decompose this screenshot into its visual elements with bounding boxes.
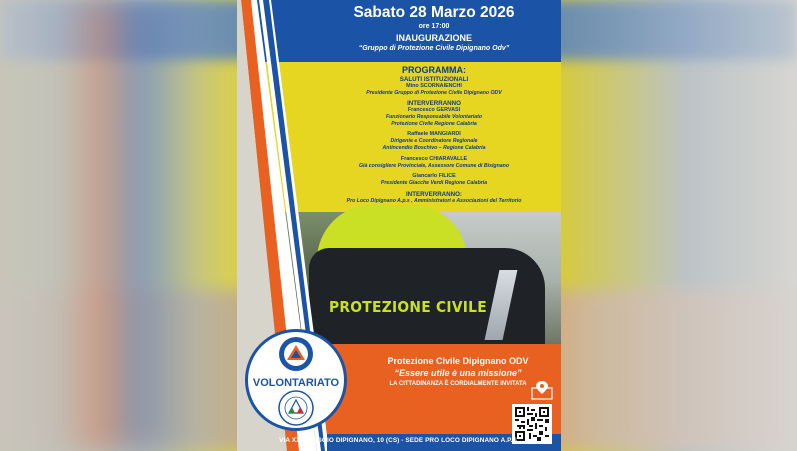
protezione-civile-logo: [278, 336, 314, 372]
speaker-name: Francesco GERVASI: [407, 107, 461, 113]
backdrop-stripes-blur: [60, 0, 200, 451]
speaker-name: Giancarlo FILICE: [412, 173, 456, 179]
speaker-name: Raffaele MANGIARDI: [407, 131, 461, 137]
speaker-role: Dirigente e Coordinatore Regionale: [390, 138, 478, 144]
invitation: LA CITTADINANZA È CORDIALMENTE INVITATA: [389, 381, 527, 387]
speaker-name: Mino SCORNAIENCHI: [406, 83, 462, 89]
volunteer-badge: [245, 329, 347, 431]
badge-label: VOLONTARIATO: [252, 377, 340, 389]
motto: “Essere utile è una missione”: [394, 368, 522, 378]
speaker-role: Già consigliere Provinciale, Assessore Comune di Bisignano: [358, 163, 509, 169]
event-time: ore 17:00: [418, 23, 450, 30]
section-heading: SALUTI ISTITUZIONALI: [399, 76, 469, 83]
section-heading: INTERVERRANNO:: [406, 191, 462, 198]
programme-heading: PROGRAMMA:: [402, 65, 466, 75]
programme-section: [307, 76, 561, 97]
speaker-role: Presidente Gruppo di Protezione Civile Dipignano ODV: [366, 90, 502, 96]
speaker-role: Pro Loco Dipignano A.p.s , Amministratori e Associazioni del Territorio: [346, 198, 522, 204]
speaker-role: Protezione Civile Regione Calabria: [391, 121, 477, 127]
programme-section: [307, 156, 561, 170]
speaker-name: Francesco CHIARAVALLE: [400, 156, 468, 162]
speaker-role: Antincendio Boschivo – Regione Calabria: [382, 145, 486, 151]
section-heading: INTERVERRANNO: [407, 100, 461, 107]
protezione-civile-dipignano-logo: [278, 390, 314, 426]
programme-section: [307, 191, 561, 205]
programme-section: [307, 131, 561, 152]
map-pin-icon: [531, 380, 553, 400]
event-address: VIA XXV MAGGIO DIPIGNANO, 10 (CS) - SEDE PRO LOCO DIPIGNANO A.P.S.: [279, 437, 519, 444]
event-date: Sabato 28 Marzo 2026: [353, 4, 515, 21]
speaker-role: Presidente Giacche Verdi Regione Calabria: [380, 180, 488, 186]
vest-print: PROTEZIONE CIVILE: [329, 298, 487, 316]
programme-section: [307, 173, 561, 187]
qr-code-pattern: [515, 407, 549, 441]
group-name: “Gruppo di Protezione Civile Dipignano Odv”: [358, 45, 510, 52]
organisation-name: Protezione Civile Dipignano ODV: [387, 356, 529, 366]
programme-section: [307, 100, 561, 128]
event-title: INAUGURAZIONE: [396, 33, 472, 43]
speaker-role: Funzionario Responsabile Volontariato: [385, 114, 483, 120]
event-poster: [237, 0, 561, 451]
